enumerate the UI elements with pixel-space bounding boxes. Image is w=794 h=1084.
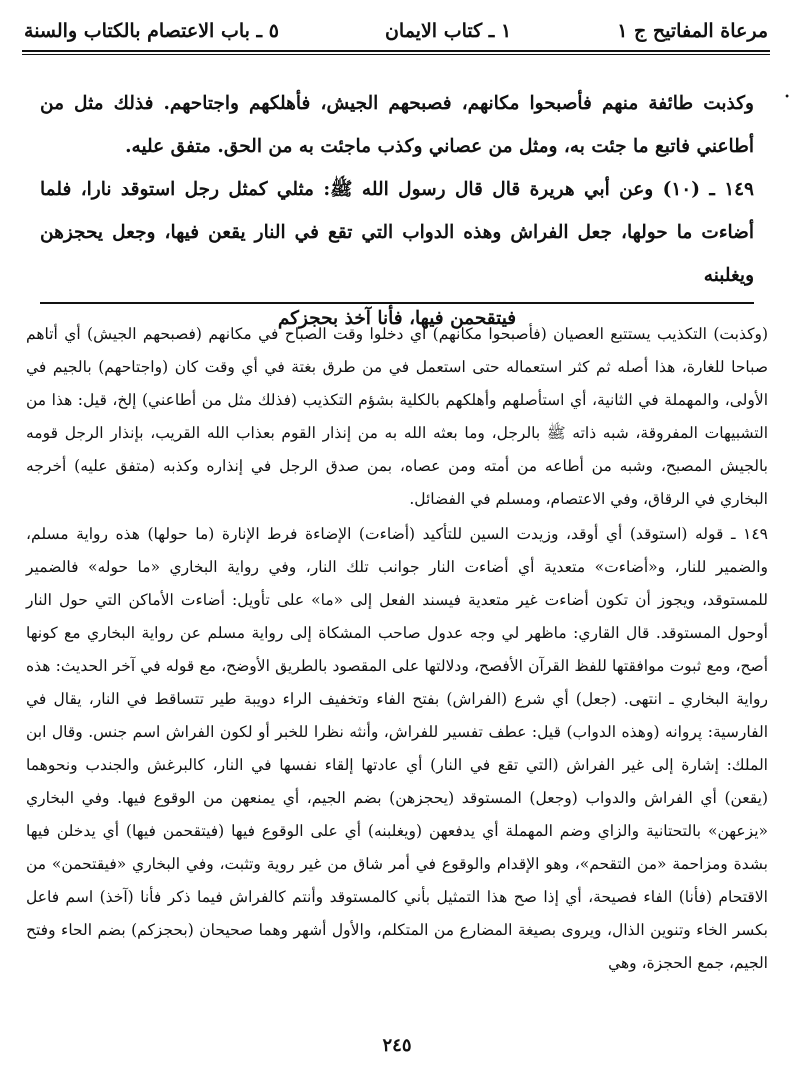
header-rule-thin xyxy=(22,54,770,55)
hadith-paragraph: ١٤٩ ـ (١٠) وعن أبي هريرة قال قال رسول الله ﷺ: مثلي كمثل رجل استوقد نارا، فلما أضاءت ما حولها، جعل الفراش وهذه الدواب التي تقع في النار يقعن فيها، وجعل يحجزهن ويغلبنه xyxy=(40,179,754,286)
hadith-paragraph: وكذبت طائفة منهم فأصبحوا مكانهم، فصبحهم الجيش، فأهلكهم واجتاحهم. فذلك مثل من أطاعني فاتبع ما جئت به، ومثل من عصاني وكذب ماجئت به من الحق. متفق عليه. xyxy=(40,93,754,157)
commentary-text xyxy=(26,318,768,982)
section-title: ١ ـ كتاب الايمان xyxy=(384,20,512,42)
margin-mark: • xyxy=(784,92,790,103)
hadith-paragraph: فيتقحمن فيها، فأنا آخذ بحجزكم xyxy=(277,308,517,329)
book-title: مرعاة المفاتيح ج ١ xyxy=(617,20,768,42)
commentary-paragraph: (وكذبت) التكذيب يستتبع العصيان (فأصبحوا مكانهم) أي دخلوا وقت الصباح في مكانهم (فصبحهم الجيش) أي أتاهم صباحا للغارة، هذا أصله ثم كثر استعماله حتى استعمل في من طرق بغتة في أي وقت كان (واجتاحهم) بالجيم في الأولى، والمهملة في الثانية، أي استأصلهم وأهلكهم بالكلية بشؤم التكذيب (فذلك مثل من أطاعني) إلخ، قيل: هذا من التشبيهات المفروقة، شبه ذاته ﷺ بالرجل، وما بعثه الله به من إنذار القوم بعذاب الله القريب، بإنذار الرجل قومه بالجيش المصبح، وشبه من أطاعه من أمته ومن عصاه، بمن صدق الرجل في إنذاره وكذبه (متفق عليه) أخرجه البخاري في الرقاق، وفي الاعتصام، ومسلم في الفضائل. xyxy=(26,325,768,508)
running-header xyxy=(24,14,768,48)
section-separator xyxy=(40,302,754,304)
header-rule xyxy=(22,50,770,52)
commentary-paragraph: ١٤٩ ـ قوله (استوقد) أي أوقد، وزيدت السين للتأكيد (أضاءت) الإضاءة فرط الإنارة (ما حولها) هذه رواية مسلم، والضمير للنار، و«أضاءت» متعدية أي أضاءت النار جوانب تلك النار، وفي رواية البخاري «ما حوله» فالضمير للمستوقد، ويجوز أن تكون أضاءت غير متعدية فيسند الفعل إلى «ما» على تأويل: أضاءت الأماكن التي حول النار أوحول المستوقد. قال القاري: ماظهر لي وجه عدول صاحب المشكاة إلى رواية مسلم عن رواية البخاري مع كونها أصح، ومع ثبوت موافقتها للفظ القرآن الأفصح، ودلالتها على المقصود بالطريق الأوضح، مع قوله في آخر الحديث: هذه رواية البخاري ـ انتهى. (جعل) أي شرع (الفراش) بفتح الفاء وتخفيف الراء دويبة طير تتساقط في النار، يقال في الفارسية: پروانه (وهذه الدواب) قيل: عطف تفسير للفراش، وأنثه نظرا للخبر أو لكون الفراش اسم جنس. وقال ابن الملك: إشارة إلى غير الفراش (التي تقع في النار) أي عادتها إلقاء نفسها في النار، كالبرغش والجندب ونحوهما (يقعن) أي الفراش والدواب (وجعل) المستوقد (يحجزهن) بضم الجيم، أي يمنعهن من الوقوع فيها. وفي البخاري «يزعهن» بالتحتانية والزاي وضم المهملة أي يدفعهن (ويغلبنه) أي على الوقوع فيها (فيتقحمن فيها) أي يدخلن فيها بشدة ومزاحمة «من التقحم»، وهو الإقدام والوقوع في أمر شاق من غير روية وتثبت، وفي البخاري «فيقتحمن» من الاقتحام (فأنا) الفاء فصيحة، أي إذا صح هذا التمثيل بأني كالمستوقد وأنتم كالفراش فيما ذكر فأنا (آخذ) اسم فاعل بكسر الخاء وتنوين الذال، ويروى بصيغة المضارع من المتكلم، والأول أشهر وهما صحيحان (بحجزكم) بضم الحاء وفتح الجيم، جمع الحجزة، وهي xyxy=(26,525,768,972)
page-number: ٢٤٥ xyxy=(382,1035,412,1056)
chapter-title: ٥ ـ باب الاعتصام بالكتاب والسنة xyxy=(24,20,279,42)
